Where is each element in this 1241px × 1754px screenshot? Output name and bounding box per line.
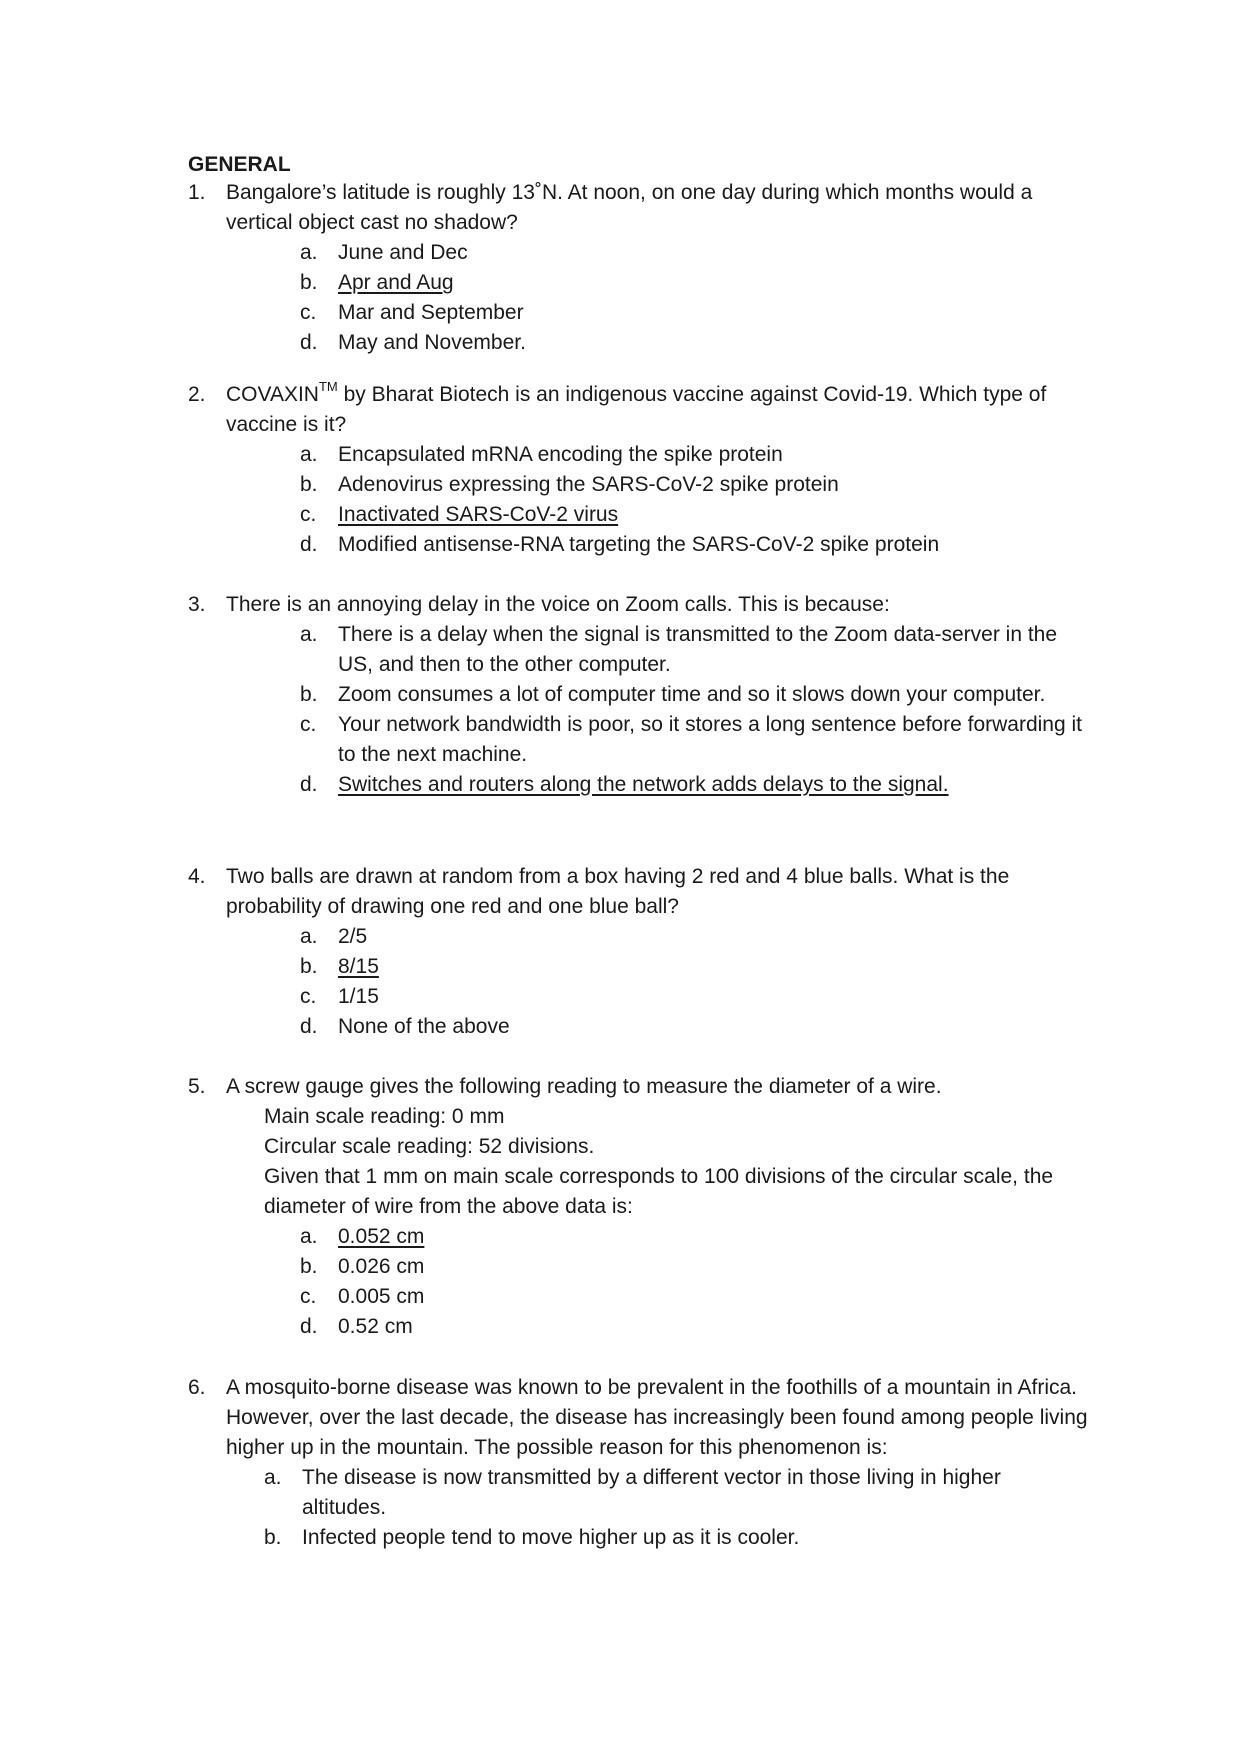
option-a: a. 2/5 xyxy=(300,925,368,948)
option-b: b. Infected people tend to move higher up as it is cooler. xyxy=(264,1526,800,1549)
option-c: c. 0.005 cm xyxy=(300,1285,425,1308)
option-b-answer: b. Apr and Aug xyxy=(300,271,454,294)
option-d-answer: d. Switches and routers along the network adds delays to the signal. xyxy=(300,773,949,796)
question-text: There is an annoying delay in the voice on Zoom calls. This is because: xyxy=(226,593,890,616)
question-number: 6. xyxy=(188,1376,206,1399)
question-text: A mosquito-borne disease was known to be prevalent in the foothills of a mountain in Africa. However, over the last decade, the disease has increasingly been found among people living higher up in the mountain. The possible reason for this phenomenon is: xyxy=(226,1376,1088,1459)
option-d: d. May and November. xyxy=(300,331,526,354)
question-number: 1. xyxy=(188,181,206,204)
given-line: Given that 1 mm on main scale corresponds to 100 divisions of the circular scale, the diameter of wire from the above data is: xyxy=(264,1165,1054,1218)
question-6 xyxy=(188,1373,1088,1553)
option-c: c. Your network bandwidth is poor, so it stores a long sentence before forwarding it to the next machine. xyxy=(300,713,1082,766)
question-3 xyxy=(188,590,1088,800)
option-c: c. Mar and September xyxy=(300,301,524,324)
option-b: b. Adenovirus expressing the SARS-CoV-2 spike protein xyxy=(300,473,839,496)
option-c-answer: c. Inactivated SARS-CoV-2 virus xyxy=(300,503,619,526)
option-d: d. 0.52 cm xyxy=(300,1315,413,1338)
question-text: COVAXIN™ by Bharat Biotech is an indigenous vaccine against Covid-19. Which type of vaccine is it? xyxy=(226,379,1047,436)
option-d: d. None of the above xyxy=(300,1015,510,1038)
option-a: a. There is a delay when the signal is transmitted to the Zoom data-server in the US, and then to the other computer. xyxy=(300,623,1058,676)
main-scale-line: Main scale reading: 0 mm xyxy=(264,1105,505,1128)
question-number: 4. xyxy=(188,865,206,888)
question-4 xyxy=(188,862,1088,1042)
option-a: a. Encapsulated mRNA encoding the spike protein xyxy=(300,443,783,466)
option-d: d. Modified antisense-RNA targeting the SARS-CoV-2 spike protein xyxy=(300,533,940,556)
question-text: Bangalore’s latitude is roughly 13˚N. At noon, on one day during which months would a vertical object cast no shadow? xyxy=(226,181,1033,234)
question-number: 3. xyxy=(188,593,206,616)
reading-details xyxy=(188,1102,1088,1222)
option-a: a. The disease is now transmitted by a different vector in those living in higher altitudes. xyxy=(264,1466,1001,1519)
question-2 xyxy=(188,380,1088,560)
question-number: 2. xyxy=(188,383,206,406)
section-heading: GENERAL xyxy=(188,153,291,176)
question-5 xyxy=(188,1072,1088,1342)
question-text: A screw gauge gives the following reading to measure the diameter of a wire. xyxy=(226,1075,942,1098)
circular-scale-line: Circular scale reading: 52 divisions. xyxy=(264,1135,595,1158)
question-number: 5. xyxy=(188,1075,206,1098)
option-b: b. 0.026 cm xyxy=(300,1255,425,1278)
option-b: b. Zoom consumes a lot of computer time and so it slows down your computer. xyxy=(300,683,1046,706)
option-b-answer: b. 8/15 xyxy=(300,955,379,978)
option-a: a. June and Dec xyxy=(300,241,468,264)
option-a-answer: a. 0.052 cm xyxy=(300,1225,425,1248)
question-text: Two balls are drawn at random from a box having 2 red and 4 blue balls. What is the probability of drawing one red and one blue ball? xyxy=(226,865,1010,918)
option-c: c. 1/15 xyxy=(300,985,379,1008)
question-1 xyxy=(188,178,1088,358)
